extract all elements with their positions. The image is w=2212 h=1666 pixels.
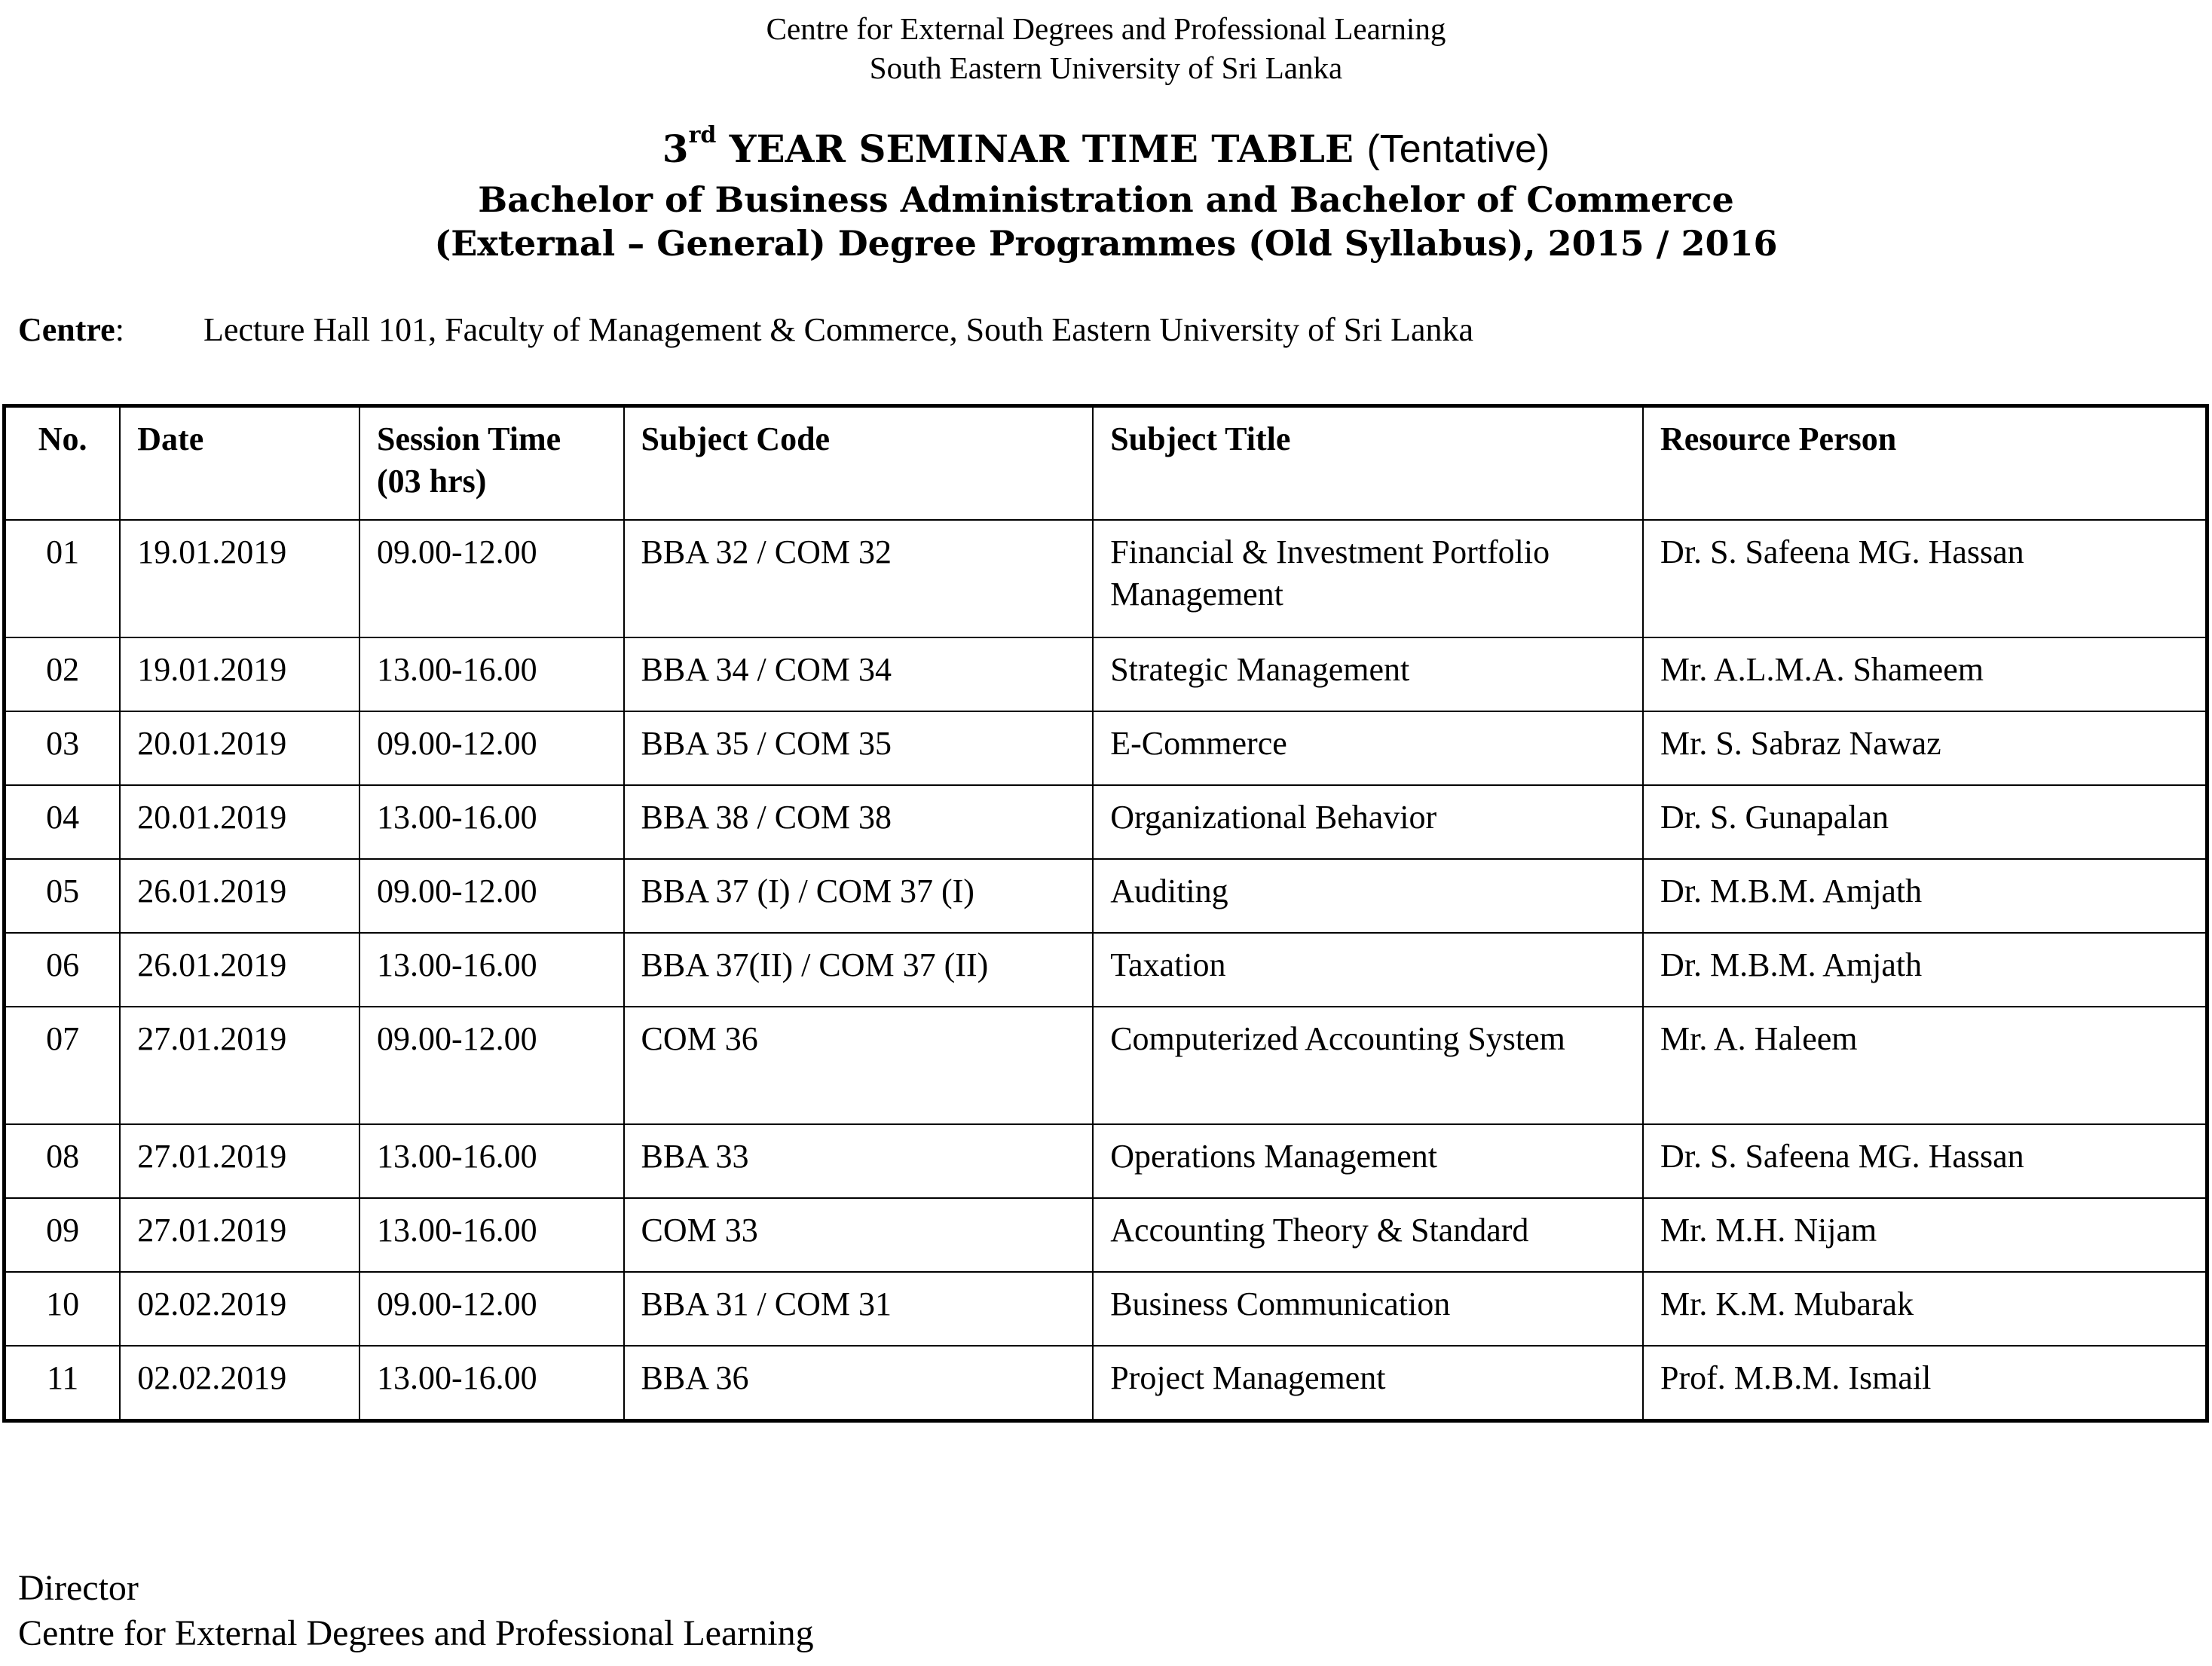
org-name: Centre for External Degrees and Professional Learning <box>766 11 1446 46</box>
cell-code: BBA 31 / COM 31 <box>624 1272 1094 1346</box>
table-row <box>5 1124 2207 1198</box>
signatory-org: Centre for External Degrees and Professional Learning <box>18 1613 814 1653</box>
cell-person: Mr. M.H. Nijam <box>1643 1198 2207 1272</box>
cell-date: 27.01.2019 <box>120 1007 359 1124</box>
header-resource-person: Resource Person <box>1643 406 2207 521</box>
table-row <box>5 859 2207 933</box>
cell-no: 10 <box>5 1272 121 1346</box>
cell-date: 20.01.2019 <box>120 785 359 859</box>
cell-no: 05 <box>5 859 121 933</box>
cell-date: 27.01.2019 <box>120 1198 359 1272</box>
cell-code: BBA 37(II) / COM 37 (II) <box>624 933 1094 1007</box>
page-title <box>0 122 2212 172</box>
table-header-row <box>5 406 2207 521</box>
cell-code: BBA 34 / COM 34 <box>624 637 1094 711</box>
table-row <box>5 1198 2207 1272</box>
cell-time: 13.00-16.00 <box>359 1124 623 1198</box>
programme-title: Bachelor of Business Administration and Bachelor of Commerce <box>478 179 1734 220</box>
cell-code: BBA 38 / COM 38 <box>624 785 1094 859</box>
cell-no: 07 <box>5 1007 121 1124</box>
cell-time: 09.00-12.00 <box>359 520 623 637</box>
cell-time: 13.00-16.00 <box>359 1346 623 1421</box>
header-subject-title: Subject Title <box>1093 406 1643 521</box>
cell-person: Mr. S. Sabraz Nawaz <box>1643 711 2207 785</box>
cell-person: Dr. M.B.M. Amjath <box>1643 859 2207 933</box>
cell-date: 02.02.2019 <box>120 1346 359 1421</box>
cell-no: 02 <box>5 637 121 711</box>
title-year-number: 3 <box>662 127 689 171</box>
cell-no: 06 <box>5 933 121 1007</box>
table-row <box>5 785 2207 859</box>
cell-title: Financial & Investment Portfolio Management <box>1093 520 1643 637</box>
title-year-suffix: rd <box>688 122 717 148</box>
title-main-text: YEAR SEMINAR TIME TABLE <box>716 127 1367 171</box>
cell-person: Mr. K.M. Mubarak <box>1643 1272 2207 1346</box>
header-session-hours: (03 hrs) <box>377 463 487 500</box>
cell-date: 19.01.2019 <box>120 520 359 637</box>
cell-time: 13.00-16.00 <box>359 637 623 711</box>
cell-person: Dr. S. Safeena MG. Hassan <box>1643 1124 2207 1198</box>
cell-person: Mr. A.L.M.A. Shameem <box>1643 637 2207 711</box>
header-session-time-label: Session Time <box>377 420 561 457</box>
cell-no: 08 <box>5 1124 121 1198</box>
university-name: South Eastern University of Sri Lanka <box>869 50 1343 85</box>
cell-code: BBA 36 <box>624 1346 1094 1421</box>
table-row <box>5 1007 2207 1124</box>
table-row <box>5 1272 2207 1346</box>
cell-person: Mr. A. Haleem <box>1643 1007 2207 1124</box>
cell-no: 01 <box>5 520 121 637</box>
title-tentative: (Tentative) <box>1366 127 1550 171</box>
cell-date: 27.01.2019 <box>120 1124 359 1198</box>
cell-title: E-Commerce <box>1093 711 1643 785</box>
cell-title: Computerized Accounting System <box>1093 1007 1643 1124</box>
centre-colon: : <box>115 311 124 348</box>
cell-time: 09.00-12.00 <box>359 1272 623 1346</box>
cell-person: Dr. M.B.M. Amjath <box>1643 933 2207 1007</box>
centre-value: Lecture Hall 101, Faculty of Management & Commerce, South Eastern University of Sri Lanka <box>203 311 1473 348</box>
cell-title: Operations Management <box>1093 1124 1643 1198</box>
cell-code: BBA 32 / COM 32 <box>624 520 1094 637</box>
cell-no: 03 <box>5 711 121 785</box>
cell-date: 19.01.2019 <box>120 637 359 711</box>
header-subject-code: Subject Code <box>624 406 1094 521</box>
cell-time: 09.00-12.00 <box>359 711 623 785</box>
cell-code: BBA 37 (I) / COM 37 (I) <box>624 859 1094 933</box>
table-row <box>5 637 2207 711</box>
cell-code: BBA 33 <box>624 1124 1094 1198</box>
cell-title: Strategic Management <box>1093 637 1643 711</box>
table-row <box>5 520 2207 637</box>
centre-info <box>18 310 1473 349</box>
cell-title: Taxation <box>1093 933 1643 1007</box>
cell-date: 26.01.2019 <box>120 933 359 1007</box>
cell-title: Business Communication <box>1093 1272 1643 1346</box>
cell-date: 02.02.2019 <box>120 1272 359 1346</box>
cell-no: 04 <box>5 785 121 859</box>
centre-label: Centre <box>18 311 115 348</box>
cell-time: 09.00-12.00 <box>359 1007 623 1124</box>
cell-time: 13.00-16.00 <box>359 785 623 859</box>
cell-code: COM 36 <box>624 1007 1094 1124</box>
cell-title: Auditing <box>1093 859 1643 933</box>
cell-time: 09.00-12.00 <box>359 859 623 933</box>
cell-time: 13.00-16.00 <box>359 1198 623 1272</box>
signatory-role: Director <box>18 1568 139 1608</box>
header-no: No. <box>5 406 121 521</box>
seminar-timetable <box>2 404 2209 1423</box>
table-row <box>5 933 2207 1007</box>
cell-code: BBA 35 / COM 35 <box>624 711 1094 785</box>
cell-person: Dr. S. Safeena MG. Hassan <box>1643 520 2207 637</box>
cell-no: 11 <box>5 1346 121 1421</box>
cell-no: 09 <box>5 1198 121 1272</box>
cell-time: 13.00-16.00 <box>359 933 623 1007</box>
cell-date: 20.01.2019 <box>120 711 359 785</box>
cell-title: Project Management <box>1093 1346 1643 1421</box>
header-date: Date <box>120 406 359 521</box>
header-session-time <box>359 406 623 521</box>
cell-code: COM 33 <box>624 1198 1094 1272</box>
cell-date: 26.01.2019 <box>120 859 359 933</box>
cell-title: Accounting Theory & Standard <box>1093 1198 1643 1272</box>
table-row <box>5 1346 2207 1421</box>
cell-person: Dr. S. Gunapalan <box>1643 785 2207 859</box>
table-row <box>5 711 2207 785</box>
cell-person: Prof. M.B.M. Ismail <box>1643 1346 2207 1421</box>
cell-title: Organizational Behavior <box>1093 785 1643 859</box>
programme-subtitle: (External – General) Degree Programmes (Old Syllabus), 2015 / 2016 <box>434 223 1778 264</box>
